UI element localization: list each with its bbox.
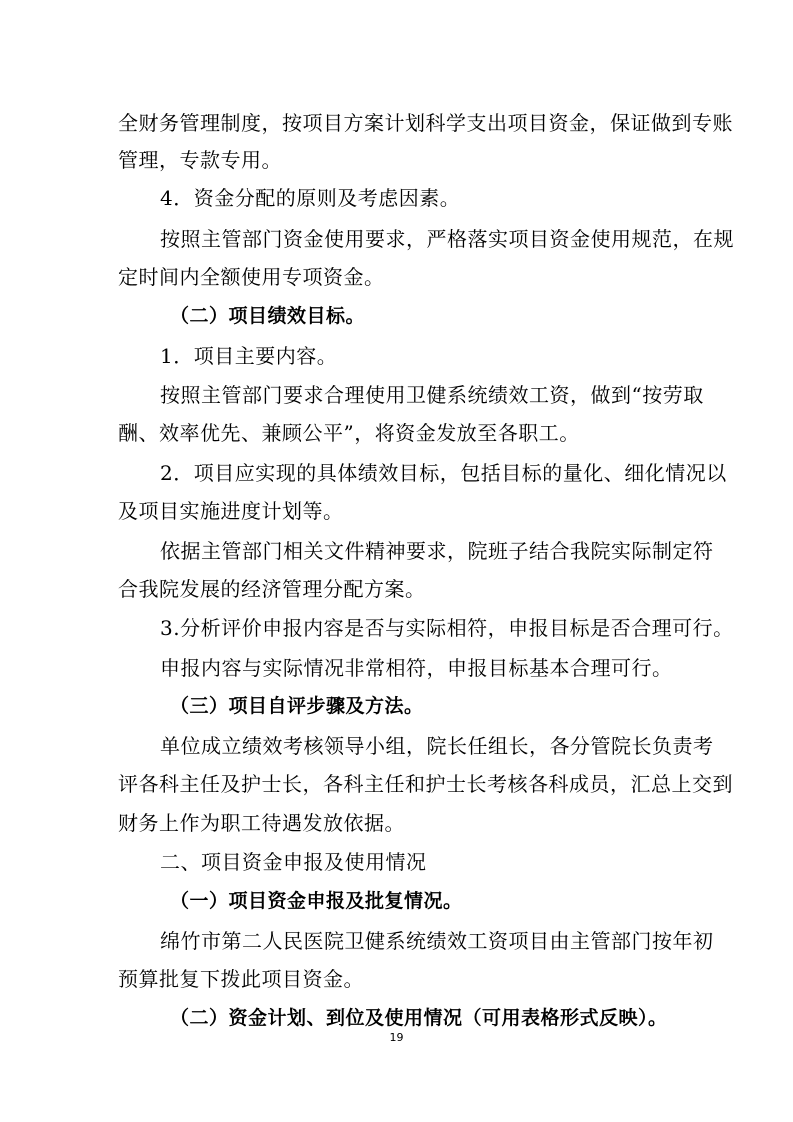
list-item-heading: 1．项目主要内容。 xyxy=(160,344,338,368)
body-text-line: 评各科主任及护士长，各科主任和护士长考核各科成员，汇总上交到 xyxy=(118,772,733,796)
body-text-line: 管理，专款专用。 xyxy=(118,148,282,172)
body-text-line: 单位成立绩效考核领导小组，院长任组长，各分管院长负责考 xyxy=(160,734,714,758)
page-number: 19 xyxy=(389,1031,404,1044)
body-text-line: 依据主管部门相关文件精神要求，院班子结合我院实际制定符 xyxy=(160,539,714,563)
body-text-line: 财务上作为职工待遇发放依据。 xyxy=(118,811,405,835)
body-text-line: 合我院发展的经济管理分配方案。 xyxy=(118,577,426,601)
section-heading: （三）项目自评步骤及方法。 xyxy=(170,695,424,717)
list-item-heading: 3.分析评价申报内容是否与实际相符，申报目标是否合理可行。 xyxy=(160,616,734,640)
list-item-heading: 2．项目应实现的具体绩效目标，包括目标的量化、细化情况以 xyxy=(160,461,727,485)
section-heading: （二）项目绩效目标。 xyxy=(170,305,366,327)
body-text-line: 按照主管部门资金使用要求，严格落实项目资金使用规范，在规 xyxy=(160,227,734,251)
body-text-line: 及项目实施进度计划等。 xyxy=(118,499,344,523)
body-text-line: 定时间内全额使用专项资金。 xyxy=(118,265,385,289)
body-text-line: 预算批复下拨此项目资金。 xyxy=(118,967,364,991)
body-text-line: 绵竹市第二人民医院卫健系统绩效工资项目由主管部门按年初 xyxy=(160,929,714,953)
body-text-line: 按照主管部门要求合理使用卫健系统绩效工资，做到“按劳取 xyxy=(160,383,704,407)
body-text-line: 全财务管理制度，按项目方案计划科学支出项目资金，保证做到专账 xyxy=(118,111,733,135)
body-text-line: 申报内容与实际情况非常相符，申报目标基本合理可行。 xyxy=(160,656,673,680)
section-heading: （一）项目资金申报及批复情况。 xyxy=(170,890,463,912)
chapter-heading: 二、项目资金申报及使用情况 xyxy=(160,850,427,874)
section-heading: （二）资金计划、到位及使用情况（可用表格形式反映）。 xyxy=(170,1007,668,1029)
body-text-line: 酬、效率优先、兼顾公平”，将资金发放至各职工。 xyxy=(118,421,580,445)
list-item-heading: 4．资金分配的原则及考虑因素。 xyxy=(160,186,461,210)
